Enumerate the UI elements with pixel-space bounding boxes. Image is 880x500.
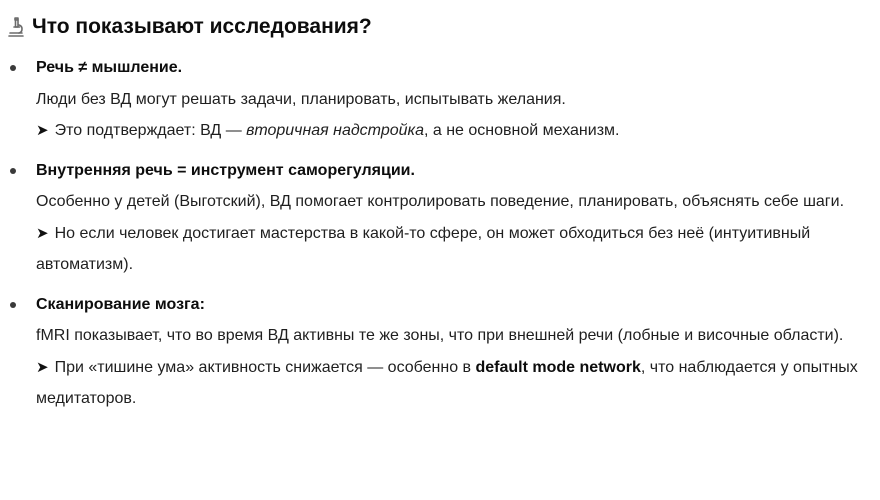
note-text: Это подтверждает: ВД — — [54, 122, 247, 139]
arrow-icon: ➤ — [36, 224, 49, 242]
note-strong: default mode network — [475, 358, 641, 376]
note-text-end: , а не основной механизм. — [423, 122, 620, 139]
point-title: Речь ≠ мышление. — [36, 59, 183, 76]
bullet-dot — [10, 302, 16, 308]
point-title: Сканирование мозга: — [36, 295, 205, 313]
note-emphasis: вторичная надстройка — [246, 122, 424, 139]
list-item — [6, 52, 866, 147]
note-text-end: , что наблюдается у опытных медитаторов. — [36, 358, 858, 407]
microscope-icon — [6, 15, 26, 39]
note-text: Но если человек достигает мастерства в какой-то сфере, он может обходиться без неё (интуитивный автоматизм). — [36, 224, 811, 273]
point-text: fMRI показывает, что во время ВД активны те же зоны, что при внешней речи (лобные и височные области). — [36, 327, 844, 344]
list-item — [6, 289, 866, 415]
points-list — [6, 52, 866, 415]
point-text: Особенно у детей (Выготский), ВД помогает контролировать поведение, планировать, объяснять себе шаги. — [36, 193, 845, 210]
note-text: При «тишине ума» активность снижается — особенно в — [54, 358, 476, 376]
point-note — [36, 352, 866, 415]
arrow-icon: ➤ — [36, 122, 49, 139]
point-note — [36, 115, 866, 147]
point-text: Люди без ВД могут решать задачи, планировать, испытывать желания. — [36, 90, 566, 108]
bullet-dot — [10, 168, 16, 174]
point-note — [36, 218, 866, 281]
point-title: Внутренняя речь = инструмент саморегуляции. — [36, 161, 415, 179]
bullet-dot — [10, 65, 16, 71]
list-item — [6, 155, 866, 281]
section-heading — [6, 10, 866, 44]
arrow-icon: ➤ — [36, 358, 49, 376]
section-title: Что показывают исследования? — [32, 15, 372, 38]
